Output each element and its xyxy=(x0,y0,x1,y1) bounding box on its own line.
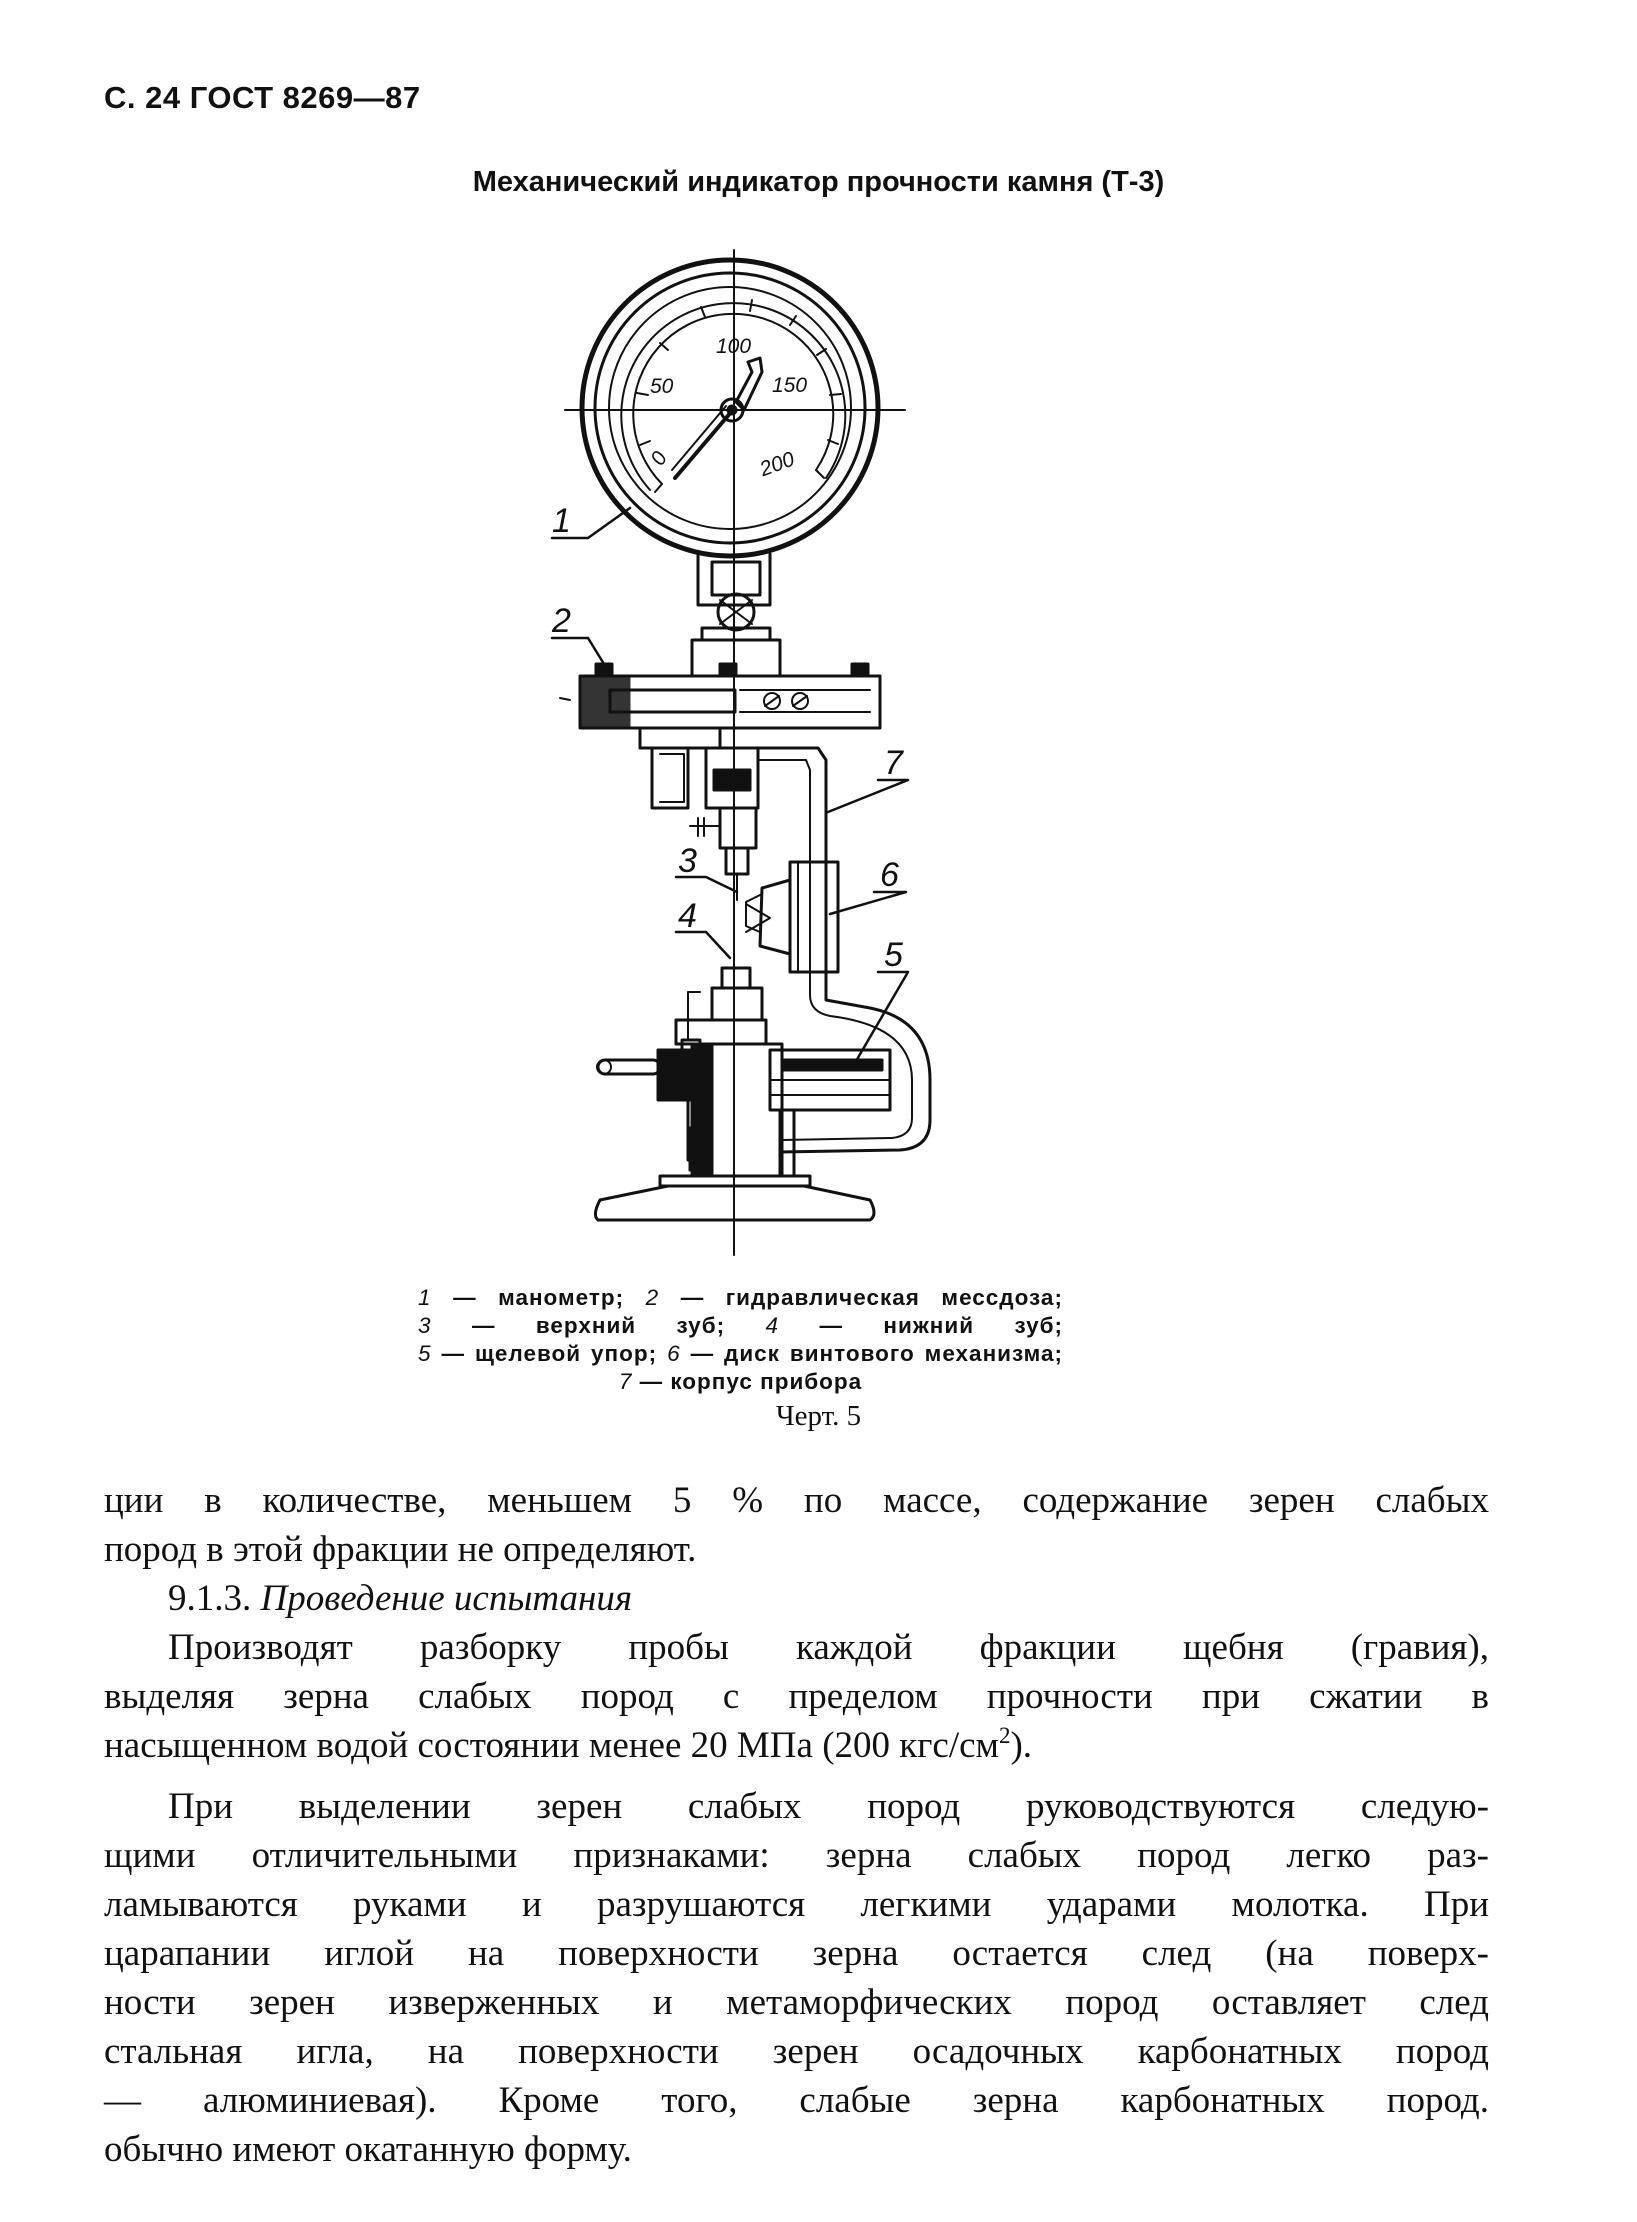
scale-label-200: 200 xyxy=(756,447,798,482)
body-line: ции в количестве, меньшем 5 % по массе, содержание зерен слабых xyxy=(104,1480,1489,1521)
callout-4: 4 xyxy=(678,897,697,935)
section-heading xyxy=(104,1574,1489,1623)
body-line: обычно имеют окатанную форму. xyxy=(104,2129,632,2170)
body-line: пород в этой фракции не определяют. xyxy=(104,1529,697,1570)
body-line: ности зерен изверженных и метаморфических пород оставляет след xyxy=(104,1982,1489,2023)
section-number: 9.1.3. xyxy=(168,1578,252,1619)
figure-legend xyxy=(418,1284,1063,1396)
legend-line-1: 1 — манометр; 2 — гидравлическая мессдоза; xyxy=(418,1285,1063,1310)
callout-5: 5 xyxy=(884,936,903,974)
body-line: ламываются руками и разрушаются легкими ударами молотка. При xyxy=(104,1884,1489,1925)
body-line: царапании иглой на поверхности зерна остается след (на поверх- xyxy=(104,1933,1489,1974)
upper-mechanism xyxy=(640,728,758,900)
hydraulic-load-cell xyxy=(560,664,880,728)
legend-line-3: 5 — щелевой упор; 6 — диск винтового механизма; xyxy=(418,1341,1063,1366)
device-body xyxy=(758,748,930,1152)
legend-line-2: 3 — верхний зуб; 4 — нижний зуб; xyxy=(418,1313,1063,1338)
lower-anvil xyxy=(676,968,766,1044)
figure-caption: Черт. 5 xyxy=(775,1400,862,1432)
page-header: С. 24 ГОСТ 8269—87 xyxy=(104,80,421,115)
body-line: стальная игла, на поверхности зерен осадочных карбонатных пород xyxy=(104,2031,1489,2072)
scale-label-50: 50 xyxy=(650,375,674,398)
callout-1: 1 xyxy=(552,502,571,540)
body-text xyxy=(104,1476,1489,2174)
body-line: — алюминиевая). Кроме того, слабые зерна карбонатных пород. xyxy=(104,2080,1489,2121)
lower-column xyxy=(597,1040,810,1186)
scale-label-150: 150 xyxy=(772,374,808,397)
callout-numbers xyxy=(551,502,904,974)
callout-7: 7 xyxy=(884,744,903,782)
callout-3: 3 xyxy=(678,842,697,880)
section-title: Проведение испытания xyxy=(260,1578,633,1619)
body-line: насыщенном водой состоянии менее 20 МПа (200 кгс/$см^2$). xyxy=(104,1723,1033,1766)
body-line: При выделении зерен слабых пород руководствуются следую- xyxy=(168,1786,1489,1827)
callout-2: 2 xyxy=(552,602,571,640)
body-line: Производят разборку пробы каждой фракции щебня (гравия), xyxy=(168,1627,1489,1668)
superscript: 2 xyxy=(998,1723,1011,1748)
callout-6: 6 xyxy=(880,856,899,894)
gauge-connector xyxy=(692,554,780,676)
figure-title: Механический индикатор прочности камня (Т-3) xyxy=(472,166,1165,198)
body-line: выделяя зерна слабых пород с пределом прочности при сжатии в xyxy=(104,1676,1489,1717)
legend-line-4: 7 — корпус прибора xyxy=(618,1369,863,1394)
scale-label-100: 100 xyxy=(716,335,752,358)
scale-label-0: 0 xyxy=(646,447,673,470)
slot-stop xyxy=(770,1050,890,1110)
body-line: щими отличительными признаками: зерна слабых пород легко раз- xyxy=(104,1835,1489,1876)
screw-disc xyxy=(746,862,838,972)
